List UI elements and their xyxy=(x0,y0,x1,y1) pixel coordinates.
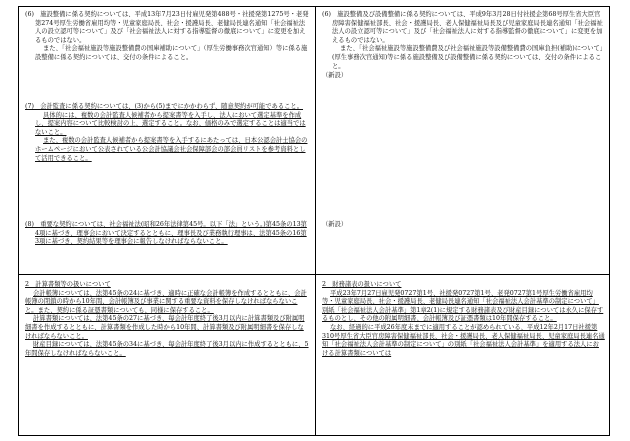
section-divider xyxy=(19,274,609,275)
column-divider xyxy=(315,7,316,435)
right-column-item8 xyxy=(322,221,605,230)
left-item6-note: また、「社会福祉施設等施設整備費の国庫補助について」（厚生労働事務次官通知）等に係る施設整備に係る契約については、交付の条件によること。 xyxy=(35,45,308,61)
left-section2-paragraph2: 計算書類については、法第45条の27に基づき、毎会計年度終了後3月以内に計算書類及び附属明細書を作成するとともに、計算書類を作成した時から10年間、計算書類及び附属明細書を保存しなければならないこと。 xyxy=(25,315,305,340)
left-section2-paragraph3: 財産目録については、法第45条の34に基づき、毎会計年度終了後3月以内に作成するとともに、5年間保存しなければならないこと。 xyxy=(25,341,309,357)
comparison-table-page xyxy=(18,6,610,436)
left-item6-heading: (6) 施設整備に係る契約については、平成13年7月23日付雇児発第488号・社援発第1275号・老発第274号厚生労働省雇用均等・児童家庭局長、社会・援護局長、老健局長連名通知「社会福祉法人の設立認可等について」及び「社会福祉法人に対する指導監督の徹底について」に変更を加えるものではない。 xyxy=(25,11,309,44)
left-column-top xyxy=(25,11,309,63)
left-item7-paragraph2: また、複数の会計監査人候補者から提案書等を入手するにあたっては、日本公認会計士協会のホームページにおいて公表されている公会計協議会社会保障部会の部会員リストを参考資料として活用できること。 xyxy=(35,137,308,162)
right-item6-heading: (6) 施設整備及び設備整備に係る契約については、平成9年3月28日付社援企第68号厚生省大臣官房障害保健福祉部長、社会・援護局長、老人保健福祉局長及び児童家庭局長連名通知「社会福祉法人の設立認可等について」及び「社会福祉法人に対する指導監督の徹底について」に変更を加えるものではない。 xyxy=(322,11,603,44)
right-section2-paragraph2: なお、経過的に平成26年度末までに適用することが認められている、平成12年2月17日社援第310号厚生省大臣官房障害保健福祉部長、社会・援護局長、老人保健福祉局長、児童家庭局長連名通知「社会福祉法人会計基準の制定について」の別紙「社会福祉法人会計基準」を適用する法人における計算書類については xyxy=(322,323,605,357)
left-column-bottom xyxy=(25,281,309,358)
left-item8-heading: (8) 重要な契約については、社会福祉法(昭和26年法律第45号。以下「法」という。)第45条の13第4項に基づき、理事会において決定するとともに、理事長及び業務執行理事は、法第45条の16第3項に基づき、契約結果等を理事会に報告しなければならないこと。 xyxy=(25,221,307,246)
left-section2-paragraph1: 会計帳簿については、法第45条の24に基づき、適時に正確な会計帳簿を作成するとともに、会計帳簿の閉鎖の時から10年間、会計帳簿及び事業に関する重要な資料を保存しなければならないこと。また、契約に係る証憑書類についても、同様に保存すること。 xyxy=(25,289,307,314)
left-column-item8 xyxy=(25,221,309,247)
right-new-placeholder-2: （新設） xyxy=(322,221,348,228)
left-column-item7 xyxy=(25,103,309,163)
right-column-bottom xyxy=(322,281,605,358)
right-section2-title: 2 財務諸表の扱いについて xyxy=(322,281,402,288)
left-section2-title: 2 計算書類等の扱いについて xyxy=(25,281,111,288)
right-section2-paragraph1: 平成23年7月27日雇児発0727第1号、社援発0727第1号、老発0727第1号厚生労働省雇用均等・児童家庭局長、社会・援護局長、老健局長連名通知「社会福祉法人会計基準の制定について」別紙「社会福祉法人会計基準」第1章2(1)に規定する財務諸表及び財産目録については永久に保存するものとし、その他の附属明細書、会計帳簿及び証憑書類は10年間保存すること。 xyxy=(322,289,604,323)
right-column-top xyxy=(322,11,605,81)
comparison-table xyxy=(18,6,610,436)
left-item7-heading: (7) 会計監査に係る契約については、(3)から(5)までにかかわらず、随意契約が可能であること。 xyxy=(25,103,304,110)
right-item6-note: また、「社会福祉施設等施設整備費及び社会福祉施設等設備整備費の国庫負担(補助)について」(厚生事務次官通知)等に係る施設整備及び設備整備に係る契約については、交付の条件によること。 xyxy=(332,45,603,70)
right-new-placeholder-1: （新設） xyxy=(322,72,348,80)
left-item7-paragraph1: 具体的には、複数の会計監査人候補者から提案書等を入手し、法人において選定基準を作成し、提案内容について比較検討の上、選定すること。なお、価格のみで選定することは適当ではないこと。 xyxy=(35,111,306,136)
